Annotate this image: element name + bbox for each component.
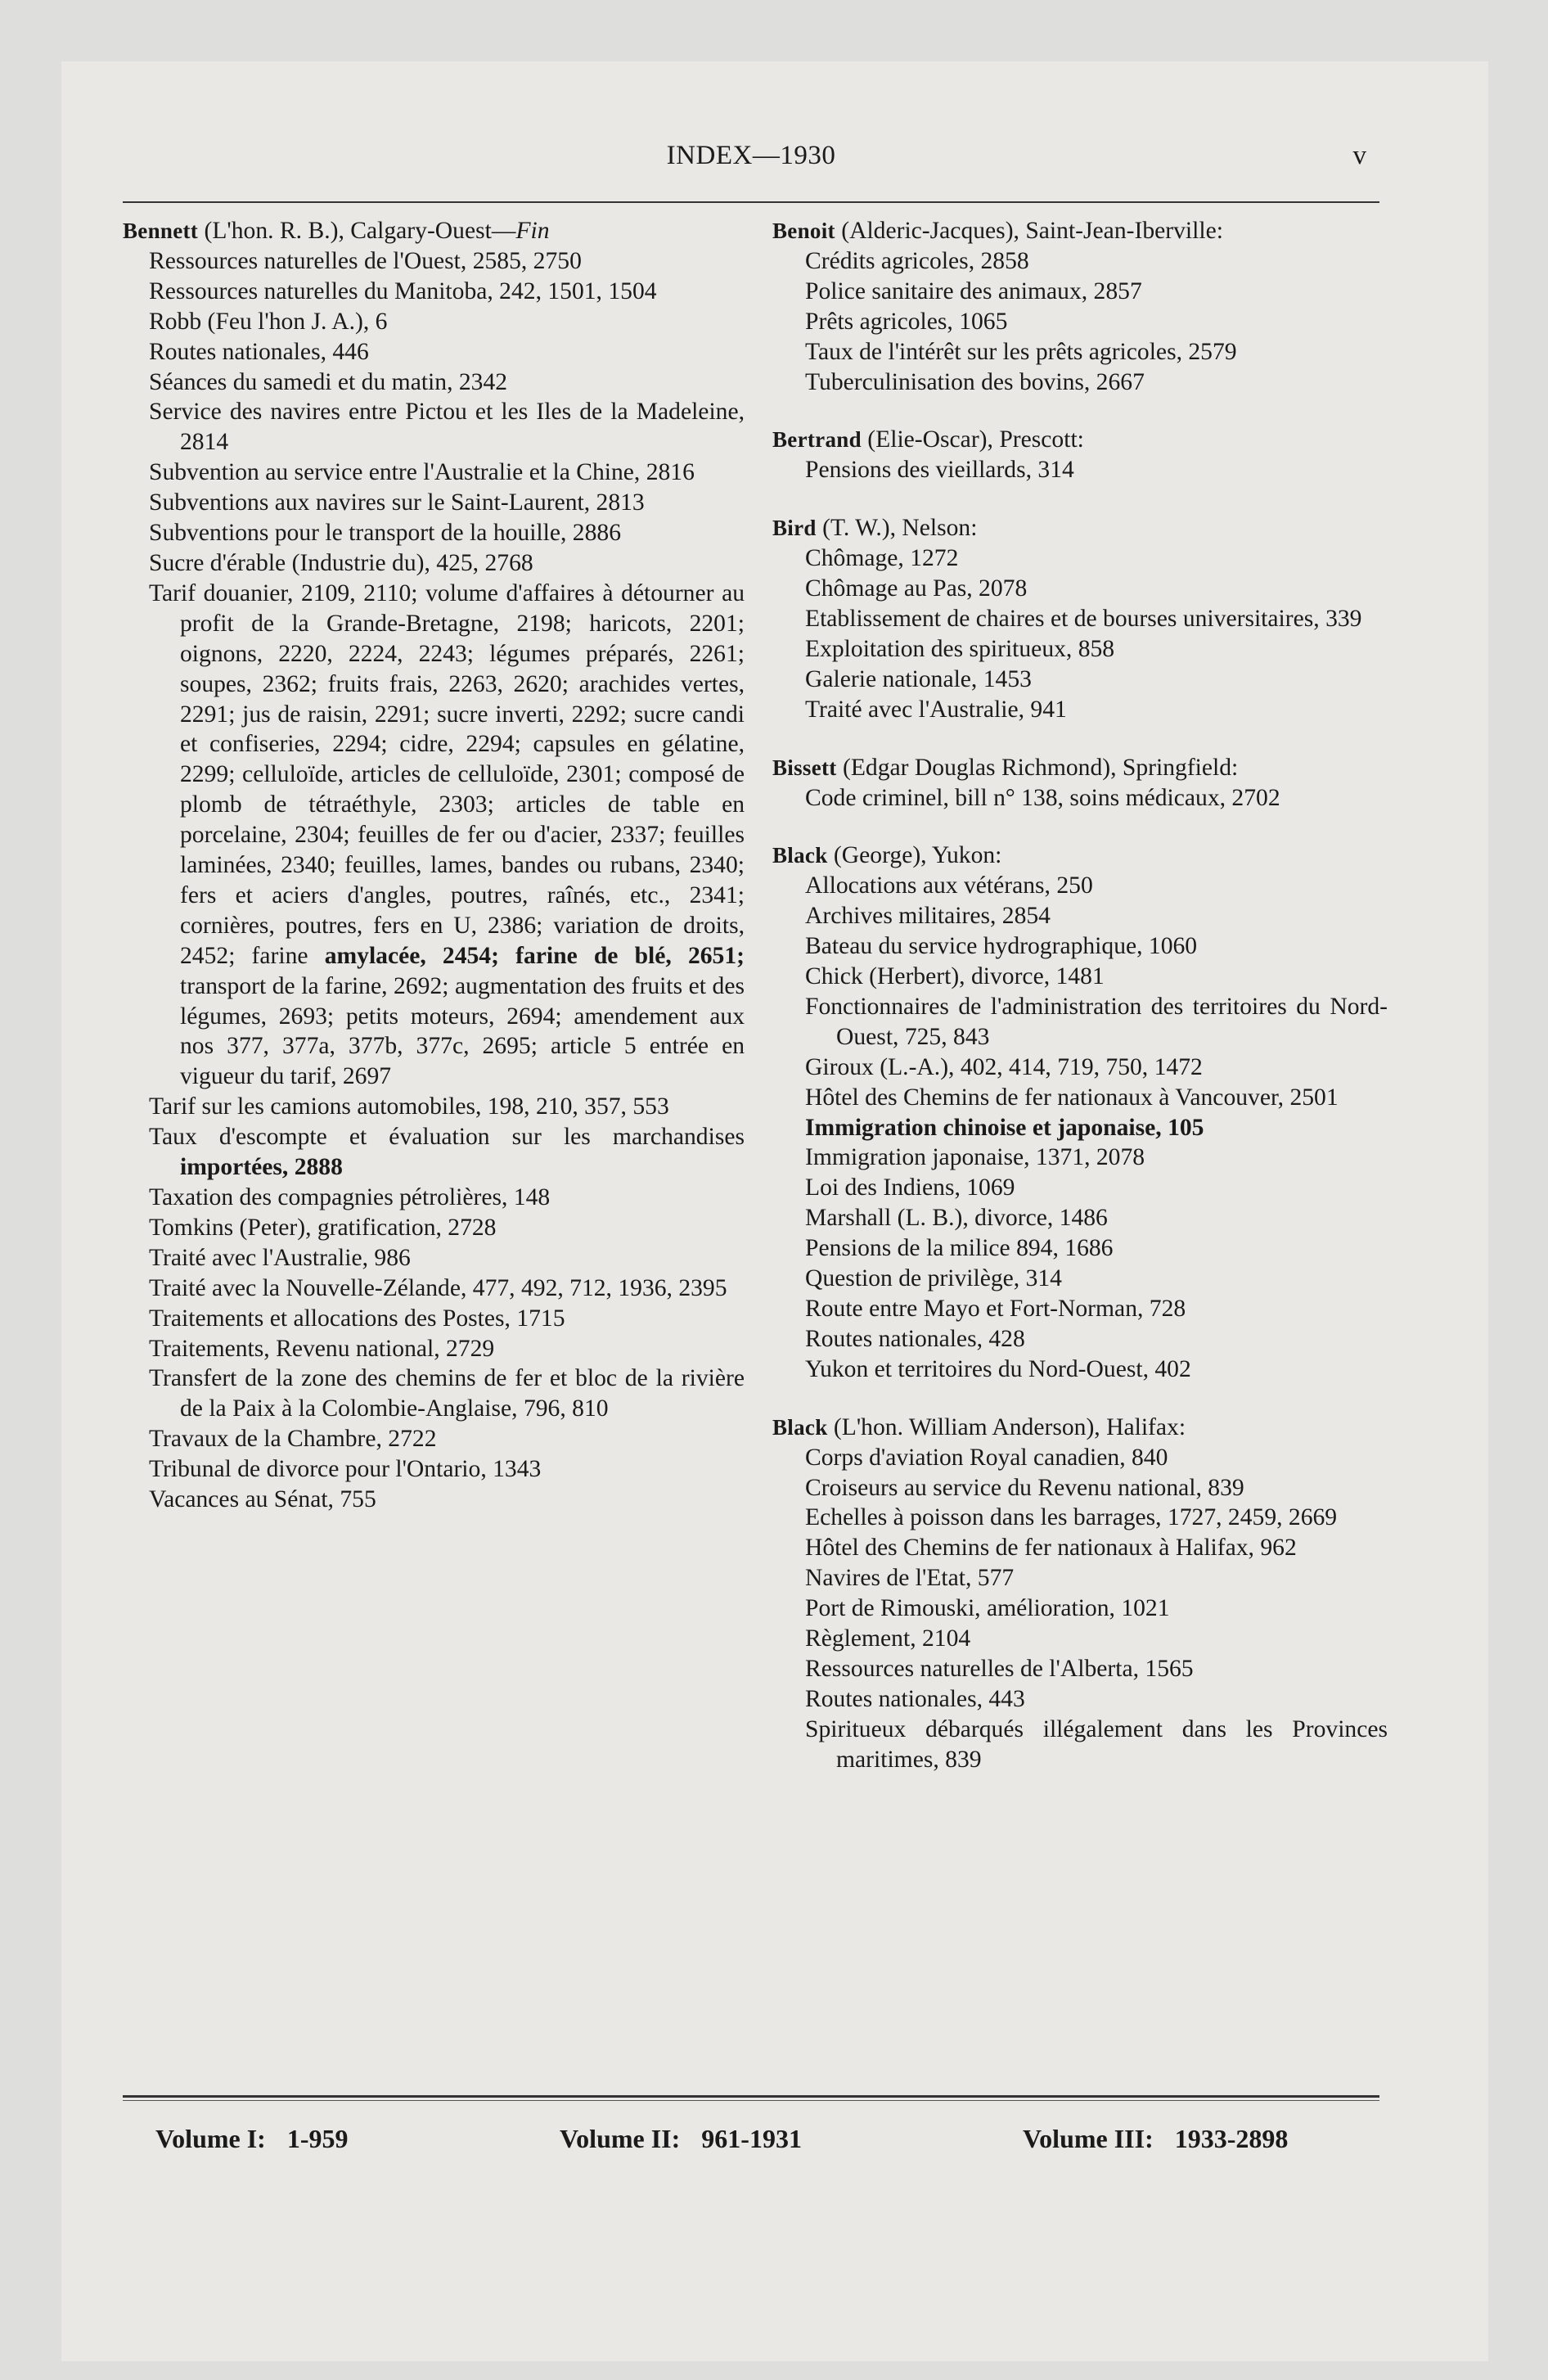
entry-subitem: Ressources naturelles de l'Ouest, 2585, 2750 [149,247,582,274]
entry-subitem: Subventions aux navires sur le Saint-Laurent, 2813 [149,489,645,516]
volume-2-range: 961-1931 [701,2124,802,2153]
entry-subitem: Police sanitaire des animaux, 2857 [805,277,1142,304]
entry-subitem: Taxation des compagnies pétrolières, 148 [149,1184,551,1210]
entry-subitem: Séances du samedi et du matin, 2342 [149,368,508,395]
entry-subitem: Bateau du service hydrographique, 1060 [805,933,1198,960]
volume-2 [560,2124,802,2154]
entry-subitem: Tomkins (Peter), gratification, 2728 [149,1214,497,1241]
volume-3-range: 1933-2898 [1174,2124,1289,2153]
index-entry [772,753,1388,814]
index-entry [772,841,1388,1384]
entry-subitem: Galerie nationale, 1453 [805,665,1032,692]
entry-subitem: Ressources naturelles de l'Alberta, 1565 [805,1655,1194,1682]
entry-subitem: Travaux de la Chambre, 2722 [149,1426,437,1453]
entry-name: Bird [772,516,817,541]
entry-subitem: Tarif sur les camions automobiles, 198, 210, 357, 553 [149,1093,669,1120]
page-header [123,141,1379,182]
entry-subitem: Code criminel, bill n° 138, soins médicaux, 2702 [805,784,1280,811]
index-entry [123,216,745,1515]
entry-subitem: Allocations aux vétérans, 250 [805,872,1093,899]
entry-heading [772,1413,1388,1443]
page-number: v [1352,141,1366,170]
entry-subitem: Traitements et allocations des Postes, 1715 [149,1305,565,1332]
entry-subitem: Chômage, 1272 [805,545,959,572]
entry-detail: (T. W.), Nelson: [816,515,978,542]
entry-heading [772,753,1388,783]
entry-subitem: Port de Rimouski, amélioration, 1021 [805,1595,1170,1622]
entry-subitem: Echelles à poisson dans les barrages, 1727, 2459, 2669 [805,1504,1338,1531]
entry-continued: Fin [515,218,550,244]
entry-detail: (George), Yukon: [827,842,1002,869]
index-entry [772,216,1388,397]
entry-subitem: Prêts agricoles, 1065 [805,308,1008,335]
entry-subitem: Chômage au Pas, 2078 [805,575,1028,602]
entry-subitem: Spiritueux débarqués illégalement dans les Provinces maritimes, 839 [805,1715,1388,1773]
entry-subitem: Route entre Mayo et Fort-Norman, 728 [805,1296,1186,1322]
subitem-bold-part: importées, 2888 [180,1154,343,1181]
entry-subitem: Pensions des vieillards, 314 [805,457,1074,484]
subitem-part: Tarif douanier, 2109, 2110; volume d'affaires à détourner au profit de la Grande-Bretagne, 2198; haricots, 2201; oignons, 2220, 2224, 2243; légumes préparés, 2261; soupes, 2362; fruits frais, 2263, 2620; arachides vertes, 2291; jus de raisin, 2291; sucre inverti, 2292; sucre candi et confiseries, 2294; cidre, 2294; capsules en gélatine, 2299; celluloïde, articles de celluloïde, 2301; composé de plomb de tétraéthyle, 2303; articles de table en porcelaine, 2304; feuilles de fer ou d'acier, 2337; feuilles laminées, 2340; feuilles, lames, bandes ou rubans, 2340; fers et aciers d'angles, poutres, raînés, etc., 2341; cornières, poutres, fers en U, 2386; variation de droits, 2452; farine [149,579,745,969]
entry-detail: (L'hon. R. B.), Calgary-Ouest— [198,218,516,244]
index-entry [772,425,1388,485]
entry-subitem: Subventions pour le transport de la houille, 2886 [149,520,621,547]
entry-subitem: Question de privilège, 314 [805,1265,1062,1292]
entry-subitem: Hôtel des Chemins de fer nationaux à Halifax, 962 [805,1535,1297,1562]
header-rule [123,201,1379,203]
subitem-part: Taux d'escompte et évaluation sur les marchandises [149,1124,745,1151]
entry-heading [123,216,745,246]
entry-name: Black [772,1414,828,1440]
index-entry [772,1413,1388,1775]
entry-subitem: Traité avec l'Australie, 941 [805,696,1067,723]
footer-rule-thin [123,2100,1379,2101]
entry-name: Benoit [772,219,835,243]
index-entry [772,513,1388,724]
entry-subitem: Traité avec l'Australie, 986 [149,1244,411,1271]
entry-subitem: Chick (Herbert), divorce, 1481 [805,963,1105,990]
entry-subitem [123,1122,745,1183]
entry-name: Bennett [123,219,199,243]
entry-subitem: Tuberculinisation des bovins, 2667 [805,368,1145,395]
entry-subitem: Routes nationales, 446 [149,338,369,365]
running-title: INDEX—1930 [666,141,836,170]
entry-subitem: Hôtel des Chemins de fer nationaux à Vancouver, 2501 [805,1084,1339,1111]
entry-subitem: Crédits agricoles, 2858 [805,247,1029,274]
volume-1 [155,2124,348,2154]
entry-subitem: Règlement, 2104 [805,1625,971,1652]
entry-detail: (Edgar Douglas Richmond), Springfield: [836,754,1239,781]
entry-subitem: Pensions de la milice 894, 1686 [805,1235,1114,1262]
entry-subitem: Immigration japonaise, 1371, 2078 [805,1144,1145,1171]
entry-subitem: Taux de l'intérêt sur les prêts agricoles, 2579 [805,338,1237,365]
entry-heading [772,425,1388,455]
entry-subitem: Tribunal de divorce pour l'Ontario, 1343 [149,1456,542,1483]
entry-subitem [123,579,745,1092]
entry-heading [772,216,1388,246]
entry-name: Black [772,843,828,868]
entry-subitem: Robb (Feu l'hon J. A.), 6 [149,308,388,335]
entry-subitem: Marshall (L. B.), divorce, 1486 [805,1205,1108,1232]
entry-subitem: Ressources naturelles du Manitoba, 242, 1501, 1504 [149,277,657,304]
left-column [123,216,745,1515]
entry-subitem: Service des navires entre Pictou et les Iles de la Madeleine, 2814 [149,399,745,456]
subitem-bold-part: amylacée, 2454; farine de blé, 2651; [324,942,745,969]
entry-subitem: Traité avec la Nouvelle-Zélande, 477, 492, 712, 1936, 2395 [149,1274,727,1301]
footer-rule [123,2095,1379,2098]
volume-3-label: Volume III: [1023,2124,1154,2153]
entry-detail: (Alderic-Jacques), Saint-Jean-Iberville: [835,218,1223,244]
entry-subitem: Etablissement de chaires et de bourses universitaires, 339 [805,605,1362,632]
subitem-bold-part: Immigration chinoise et japonaise, 105 [805,1114,1204,1141]
entry-subitem: Fonctionnaires de l'administration des territoires du Nord-Ouest, 725, 843 [805,993,1388,1050]
entry-heading [772,841,1388,871]
entry-subitem: Yukon et territoires du Nord-Ouest, 402 [805,1355,1191,1382]
entry-detail: (L'hon. William Anderson), Halifax: [827,1413,1186,1440]
entry-name: Bissett [772,755,837,780]
entry-subitem: Sucre d'érable (Industrie du), 425, 2768 [149,549,533,576]
entry-subitem: Loi des Indiens, 1069 [805,1174,1015,1201]
entry-subitem: Transfert de la zone des chemins de fer et bloc de la rivière de la Paix à la Colombie-Anglaise, 796, 810 [149,1365,745,1422]
entry-subitem: Routes nationales, 443 [805,1685,1025,1712]
entry-subitem: Exploitation des spiritueux, 858 [805,635,1115,662]
entry-subitem: Subvention au service entre l'Australie et la Chine, 2816 [149,459,695,486]
entry-subitem: Croiseurs au service du Revenu national, 839 [805,1474,1244,1501]
subitem-part: transport de la farine, 2692; augmentation des fruits et des légumes, 2693; petits moteurs, 2694; amendement aux nos 377, 377a, 377b, 377c, 2695; article 5 entrée en vigueur du tarif, 2697 [180,972,745,1090]
entry-heading [772,513,1388,543]
volume-1-range: 1-959 [286,2124,349,2153]
entry-subitem: Navires de l'Etat, 577 [805,1565,1015,1592]
entry-subitem: Routes nationales, 428 [805,1325,1025,1352]
volume-3 [1023,2124,1288,2154]
entry-subitem: Corps d'aviation Royal canadien, 840 [805,1444,1168,1471]
entry-subitem [772,1113,1388,1143]
entry-subitem: Archives militaires, 2854 [805,903,1051,930]
entry-detail: (Elie-Oscar), Prescott: [861,426,1084,453]
volume-1-label: Volume I: [155,2124,266,2153]
entry-subitem: Giroux (L.-A.), 402, 414, 719, 750, 1472 [805,1053,1203,1080]
right-column [772,216,1388,1775]
entry-subitem: Vacances au Sénat, 755 [149,1486,376,1513]
volume-2-label: Volume II: [560,2124,681,2153]
entry-name: Bertrand [772,427,862,453]
entry-subitem: Traitements, Revenu national, 2729 [149,1335,495,1362]
